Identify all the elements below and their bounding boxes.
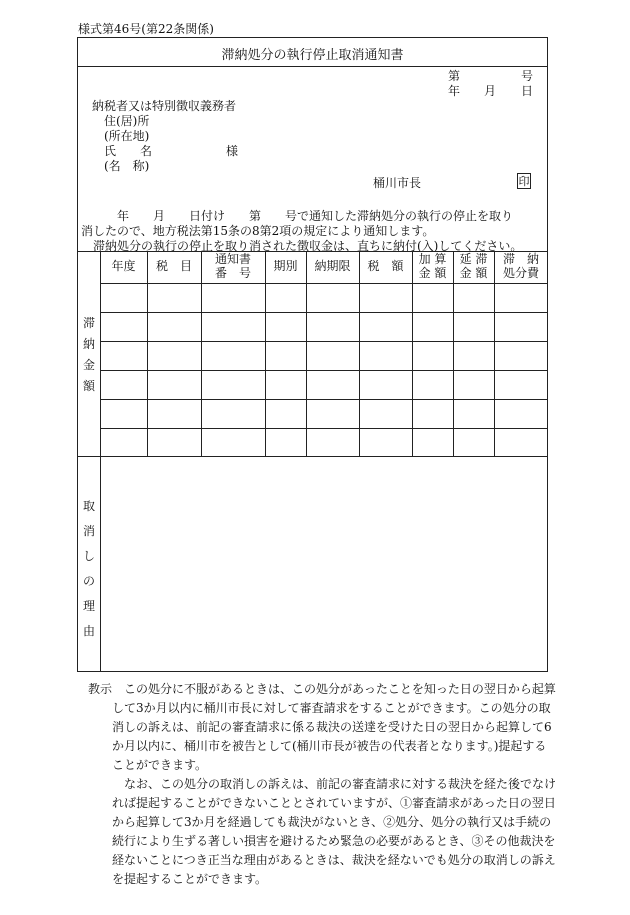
doc-number-dai: 第 bbox=[448, 69, 461, 83]
table-cell[interactable] bbox=[495, 400, 548, 428]
table-cell[interactable] bbox=[202, 400, 265, 428]
header-period: 期別 bbox=[273, 259, 298, 273]
table-cell[interactable] bbox=[101, 313, 147, 341]
header-disposal-1: 滞 納 bbox=[502, 252, 539, 266]
reason-label-6: 由 bbox=[82, 624, 95, 638]
reason-label-3: し bbox=[82, 549, 95, 563]
reason-label-2: 消 bbox=[82, 524, 95, 538]
header-late-2: 金 額 bbox=[459, 266, 488, 280]
notice-line: ことができます。 bbox=[88, 758, 208, 772]
table-cell[interactable] bbox=[101, 371, 147, 399]
table-cell[interactable] bbox=[360, 371, 412, 399]
body-line-3: 滞納処分の執行の停止を取り消された徴収金は、直ちに納付(入)してください。 bbox=[81, 239, 523, 253]
reason-label-1: 取 bbox=[82, 499, 95, 513]
table-cell[interactable] bbox=[101, 284, 147, 312]
table-cell[interactable] bbox=[413, 371, 453, 399]
table-cell[interactable] bbox=[307, 342, 359, 370]
table-cell[interactable] bbox=[307, 429, 359, 456]
table-cell[interactable] bbox=[495, 371, 548, 399]
form-number: 様式第46号(第22条関係) bbox=[78, 22, 214, 36]
table-cell[interactable] bbox=[202, 342, 265, 370]
table-cell[interactable] bbox=[148, 429, 201, 456]
table-cell[interactable] bbox=[495, 284, 548, 312]
notice-line: から起算して3か月を経過しても裁決がないとき、②処分、処分の執行又は手続の bbox=[88, 815, 552, 829]
notice-line: 経ないことにつき正当な理由があるときは、裁決を経ないでも処分の取消しの訴え bbox=[88, 853, 556, 867]
reason-field[interactable] bbox=[101, 457, 547, 671]
table-side-label-4: 額 bbox=[82, 379, 95, 393]
table-cell[interactable] bbox=[413, 342, 453, 370]
notice-line: して3か月以内に桶川市長に対して審査請求をすることができます。この処分の取 bbox=[88, 701, 551, 715]
header-fiscal-year: 年度 bbox=[111, 259, 136, 273]
date-day: 日 bbox=[521, 84, 534, 98]
table-cell[interactable] bbox=[202, 313, 265, 341]
header-due-date: 納期限 bbox=[314, 259, 351, 273]
recipient-address: 住(居)所 bbox=[104, 114, 150, 128]
notice-line: を提起することができます。 bbox=[88, 872, 268, 886]
reason-label-4: の bbox=[82, 574, 95, 588]
reason-label-5: 理 bbox=[82, 599, 95, 613]
date-year: 年 bbox=[448, 84, 461, 98]
table-cell[interactable] bbox=[202, 371, 265, 399]
table-cell[interactable] bbox=[101, 342, 147, 370]
table-cell[interactable] bbox=[101, 429, 147, 456]
table-cell[interactable] bbox=[360, 342, 412, 370]
seal-mark: 印 bbox=[518, 175, 530, 188]
table-cell[interactable] bbox=[307, 371, 359, 399]
recipient-heading: 納税者又は特別徴収義務者 bbox=[92, 99, 237, 113]
notice-line: れば提起することができないこととされていますが、①審査請求があった日の翌日 bbox=[88, 796, 556, 810]
table-cell[interactable] bbox=[454, 284, 494, 312]
table-cell[interactable] bbox=[495, 313, 548, 341]
header-late-1: 延 滞 bbox=[459, 252, 488, 266]
table-cell[interactable] bbox=[101, 400, 147, 428]
table-cell[interactable] bbox=[413, 400, 453, 428]
header-tax-amount: 税 額 bbox=[367, 259, 404, 273]
table-cell[interactable] bbox=[360, 400, 412, 428]
header-notice-no-2: 番 号 bbox=[214, 266, 251, 280]
recipient-sama: 様 bbox=[226, 144, 239, 158]
table-cell[interactable] bbox=[307, 313, 359, 341]
table-cell[interactable] bbox=[148, 284, 201, 312]
table-cell[interactable] bbox=[454, 313, 494, 341]
table-cell[interactable] bbox=[148, 400, 201, 428]
table-cell[interactable] bbox=[413, 313, 453, 341]
form-title: 滞納処分の執行停止取消通知書 bbox=[221, 48, 404, 63]
table-cell[interactable] bbox=[360, 313, 412, 341]
date-month: 月 bbox=[484, 84, 497, 98]
table-cell[interactable] bbox=[148, 342, 201, 370]
table-cell[interactable] bbox=[307, 400, 359, 428]
header-tax-item: 税 目 bbox=[155, 259, 192, 273]
body-line-1: 年 月 日付け 第 号で通知した滞納処分の執行の停止を取り bbox=[81, 209, 514, 223]
table-cell[interactable] bbox=[266, 429, 306, 456]
doc-number-gou: 号 bbox=[521, 69, 534, 83]
table-cell[interactable] bbox=[148, 371, 201, 399]
notice-line: か月以内に、桶川市を被告として(桶川市長が被告の代表者となります。)提起する bbox=[88, 739, 547, 753]
table-cell[interactable] bbox=[202, 284, 265, 312]
table-cell[interactable] bbox=[495, 429, 548, 456]
table-cell[interactable] bbox=[454, 371, 494, 399]
header-disposal-2: 処分費 bbox=[502, 266, 539, 280]
table-cell[interactable] bbox=[454, 429, 494, 456]
table-cell[interactable] bbox=[266, 400, 306, 428]
table-cell[interactable] bbox=[266, 342, 306, 370]
table-cell[interactable] bbox=[266, 371, 306, 399]
table-cell[interactable] bbox=[413, 429, 453, 456]
recipient-address-alt: (所在地) bbox=[104, 129, 150, 143]
notice-line: 教示 この処分に不服があるときは、この処分があったことを知った日の翌日から起算 bbox=[88, 682, 556, 696]
table-cell[interactable] bbox=[413, 284, 453, 312]
notice-line: なお、この処分の取消しの訴えは、前記の審査請求に対する裁決を経た後でなけ bbox=[88, 777, 557, 791]
table-side-label-3: 金 bbox=[82, 358, 95, 372]
table-cell[interactable] bbox=[148, 313, 201, 341]
recipient-name-alt: (名 称) bbox=[104, 159, 150, 173]
table-cell[interactable] bbox=[307, 284, 359, 312]
header-additional-2: 金 額 bbox=[418, 266, 447, 280]
notice-line: 続行により生ずる著しい損害を避けるため緊急の必要があるとき、③その他裁決を bbox=[88, 834, 556, 848]
table-cell[interactable] bbox=[454, 342, 494, 370]
table-cell[interactable] bbox=[360, 429, 412, 456]
table-cell[interactable] bbox=[266, 284, 306, 312]
notice-line: 消しの訴えは、前記の審査請求に係る裁決の送達を受けた日の翌日から起算して6 bbox=[88, 720, 552, 734]
table-cell[interactable] bbox=[266, 313, 306, 341]
table-cell[interactable] bbox=[495, 342, 548, 370]
table-side-label-2: 納 bbox=[82, 337, 95, 351]
table-side-label-1: 滞 bbox=[82, 316, 95, 330]
table-cell[interactable] bbox=[202, 429, 265, 456]
body-line-2: 消したので、地方税法第15条の8第2項の規定により通知します。 bbox=[81, 224, 435, 238]
header-additional-1: 加 算 bbox=[418, 252, 447, 266]
recipient-name: 氏 名 bbox=[104, 144, 153, 158]
table-cell[interactable] bbox=[454, 400, 494, 428]
table-cell[interactable] bbox=[360, 284, 412, 312]
issuer-name: 桶川市長 bbox=[373, 176, 422, 190]
header-notice-no-1: 通知書 bbox=[214, 252, 251, 266]
